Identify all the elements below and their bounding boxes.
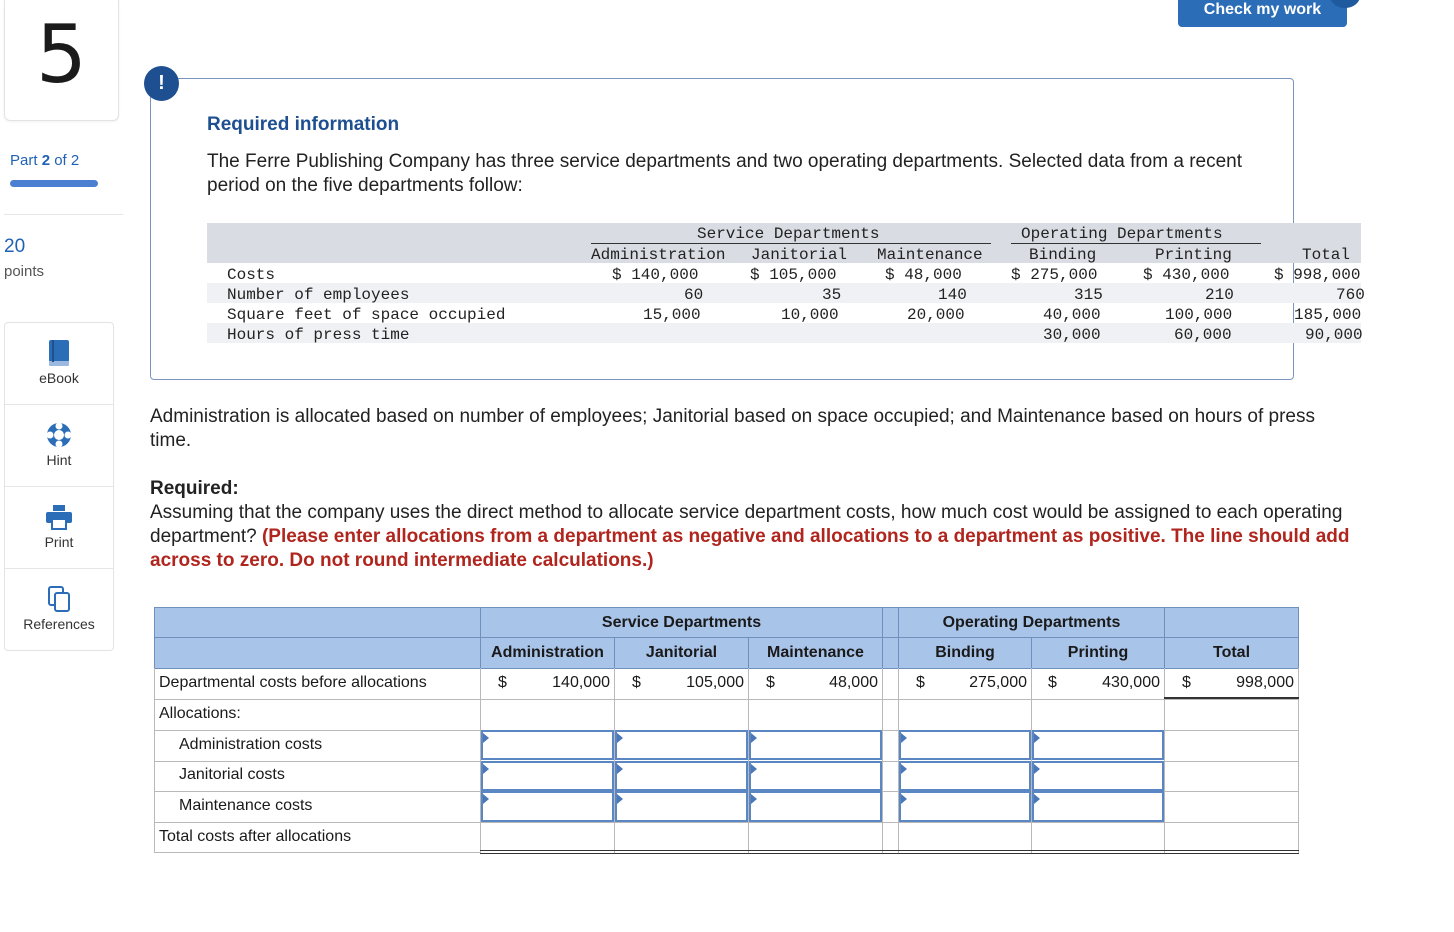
data-col-header: Janitorial	[751, 246, 848, 264]
data-col-header: Binding	[1029, 246, 1097, 264]
input-admin-printing[interactable]	[1032, 730, 1164, 760]
data-cell: 315	[1074, 286, 1103, 304]
part-current: 2	[41, 152, 51, 169]
currency-symbol: $	[498, 674, 507, 691]
input-marker-icon	[901, 764, 907, 774]
header-group-operating: Operating Departments	[898, 607, 1165, 638]
tool-panel	[4, 322, 114, 651]
part-progress-bar	[10, 180, 98, 187]
part-indicator	[10, 152, 79, 169]
input-marker-icon	[483, 733, 489, 743]
lifebuoy-icon	[5, 421, 113, 449]
allocation-note: Administration is allocated based on number of employees; Janitorial based on space occupied; and Maintenance based on hours of press time.	[150, 406, 1315, 451]
data-row-label: Hours of press time	[227, 326, 410, 344]
input-marker-icon	[617, 733, 623, 743]
header-blank	[154, 637, 481, 669]
data-cell: 30,000	[1043, 326, 1101, 344]
check-my-work-button[interactable]: Check my work	[1178, 0, 1347, 27]
required-instruction: (Please enter allocations from a department as negative and allocations to a department as positive. The line should add across to zero. Do not round intermediate calculations.)	[150, 526, 1350, 571]
input-maintenance-maintenance[interactable]	[749, 791, 882, 822]
data-cell: 60	[684, 286, 704, 304]
data-cell: 10,000	[781, 306, 839, 324]
input-marker-icon	[617, 764, 623, 774]
question-number-card	[4, 0, 119, 121]
group-underline	[1011, 243, 1261, 244]
hint-button[interactable]	[5, 405, 113, 487]
required-section	[150, 477, 1350, 573]
data-cell: 210	[1205, 286, 1234, 304]
header-spacer	[882, 607, 899, 638]
data-cell: 40,000	[1043, 306, 1101, 324]
input-marker-icon	[483, 794, 489, 804]
references-button[interactable]	[5, 569, 113, 650]
row-label-maintenance-costs: Maintenance costs	[179, 797, 313, 814]
input-marker-icon	[483, 764, 489, 774]
rail-divider	[4, 214, 123, 215]
data-col-header: Administration	[591, 246, 726, 264]
input-admin-administration[interactable]	[481, 730, 614, 760]
group-underline	[591, 243, 991, 244]
data-col-header: Printing	[1155, 246, 1232, 264]
data-cell: 760	[1336, 286, 1365, 304]
row-label-janitorial-costs: Janitorial costs	[179, 766, 285, 783]
header-maintenance: Maintenance	[748, 637, 883, 669]
header-spacer	[882, 637, 899, 669]
header-printing: Printing	[1031, 637, 1165, 669]
input-marker-icon	[617, 794, 623, 804]
currency-symbol: $	[766, 674, 775, 691]
header-janitorial: Janitorial	[614, 637, 749, 669]
row-label-total-after: Total costs after allocations	[159, 828, 352, 845]
references-label: References	[23, 616, 95, 632]
input-admin-maintenance[interactable]	[749, 730, 882, 760]
ebook-button[interactable]	[5, 323, 113, 405]
input-admin-janitorial[interactable]	[615, 730, 748, 760]
before-administration: 140,000	[552, 674, 610, 691]
input-marker-icon	[1034, 764, 1040, 774]
input-janitorial-janitorial[interactable]	[615, 761, 748, 791]
ebook-label: eBook	[39, 370, 79, 386]
required-heading: Required:	[150, 478, 239, 499]
header-total-blank	[1164, 607, 1299, 638]
printer-icon	[5, 503, 113, 531]
part-of: of 2	[54, 152, 80, 169]
data-group-service: Service Departments	[697, 225, 880, 243]
data-cell: 90,000	[1305, 326, 1363, 344]
data-cell: 15,000	[643, 306, 701, 324]
input-janitorial-binding[interactable]	[899, 761, 1031, 791]
part-prefix: Part	[10, 152, 38, 169]
total-underline	[480, 853, 1299, 854]
data-cell: 20,000	[907, 306, 965, 324]
header-administration: Administration	[480, 637, 615, 669]
hint-label: Hint	[46, 452, 72, 468]
row-label-before: Departmental costs before allocations	[159, 674, 427, 691]
data-cell: $ 275,000	[1011, 266, 1098, 284]
data-group-operating: Operating Departments	[1021, 225, 1223, 243]
data-cell: $ 48,000	[885, 266, 962, 284]
data-row-label: Costs	[227, 266, 276, 284]
input-maintenance-printing[interactable]	[1032, 791, 1164, 822]
required-text: Assuming that the company uses the direct method to allocate service department costs, how much cost would be assigned to each operating department?	[150, 502, 1343, 547]
data-cell: 140	[938, 286, 967, 304]
before-binding: 275,000	[969, 674, 1027, 691]
data-cell: $ 140,000	[612, 266, 699, 284]
total-underline	[480, 850, 1299, 851]
currency-symbol: $	[632, 674, 641, 691]
currency-symbol: $	[1048, 674, 1057, 691]
data-cell: 35	[822, 286, 842, 304]
question-number: 5	[36, 8, 87, 101]
header-group-service: Service Departments	[480, 607, 883, 638]
before-janitorial: 105,000	[686, 674, 744, 691]
input-admin-binding[interactable]	[899, 730, 1031, 760]
header-binding: Binding	[898, 637, 1032, 669]
header-blank	[154, 607, 481, 638]
points-label: points	[4, 263, 45, 280]
data-cell: 185,000	[1294, 306, 1362, 324]
before-printing: 430,000	[1102, 674, 1160, 691]
before-total: 998,000	[1236, 674, 1294, 691]
data-col-header: Maintenance	[877, 246, 983, 264]
data-cell: 100,000	[1165, 306, 1233, 324]
input-maintenance-administration[interactable]	[481, 791, 614, 822]
data-cell: $ 430,000	[1143, 266, 1230, 284]
intro-text: The Ferre Publishing Company has three service departments and two operating departments. Selected data from a recent period on the five departments follow:	[207, 151, 1242, 196]
points-value: 20	[4, 236, 26, 257]
currency-symbol: $	[916, 674, 925, 691]
print-label: Print	[44, 534, 74, 550]
book-icon	[5, 339, 113, 367]
input-marker-icon	[1034, 733, 1040, 743]
before-maintenance: 48,000	[829, 674, 878, 691]
input-marker-icon	[1034, 794, 1040, 804]
input-janitorial-administration[interactable]	[481, 761, 614, 791]
data-row-label: Square feet of space occupied	[227, 306, 506, 324]
data-cell: $ 105,000	[750, 266, 837, 284]
header-total: Total	[1164, 637, 1299, 669]
input-marker-icon	[751, 764, 757, 774]
input-marker-icon	[901, 733, 907, 743]
input-janitorial-maintenance[interactable]	[749, 761, 882, 791]
input-maintenance-janitorial[interactable]	[615, 791, 748, 822]
input-marker-icon	[901, 794, 907, 804]
print-button[interactable]	[5, 487, 113, 569]
row-label-administration-costs: Administration costs	[179, 736, 323, 753]
data-cell: 60,000	[1174, 326, 1232, 344]
currency-symbol: $	[1182, 674, 1191, 691]
required-info-title: Required information	[207, 114, 400, 135]
copy-icon	[5, 585, 113, 613]
input-janitorial-printing[interactable]	[1032, 761, 1164, 791]
input-maintenance-binding[interactable]	[899, 791, 1031, 822]
row-label-allocations: Allocations:	[159, 705, 241, 722]
input-marker-icon	[751, 733, 757, 743]
data-col-header: Total	[1302, 246, 1351, 264]
data-cell: $ 998,000	[1274, 266, 1361, 284]
data-row-label: Number of employees	[227, 286, 410, 304]
input-marker-icon	[751, 794, 757, 804]
alert-icon: !	[144, 66, 179, 101]
